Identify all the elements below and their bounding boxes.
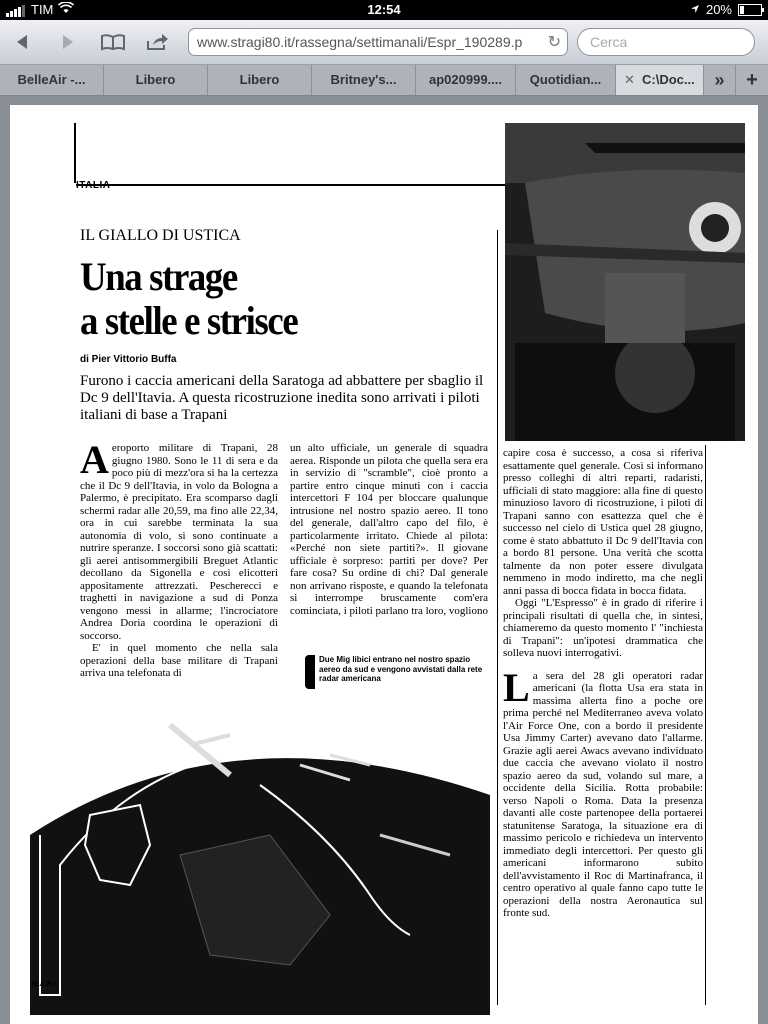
column-rule xyxy=(497,445,498,1005)
tab-libero-1[interactable] xyxy=(104,65,208,95)
column-1-paragraph-2: E' in quel momento che nella sala operazioni della base militare di Trapani arriva una telefonata di xyxy=(80,642,278,679)
forward-arrow-icon xyxy=(58,33,76,51)
tab-ap020999[interactable] xyxy=(416,65,516,95)
tab-label: Britney's... xyxy=(330,72,397,87)
battery-level xyxy=(740,6,744,14)
url-field[interactable] xyxy=(188,28,568,56)
mediterranean-map-illustration xyxy=(30,715,490,1015)
article-byline: di Pier Vittorio Buffa xyxy=(80,354,177,365)
column-1-paragraph-1: eroporto militare di Trapani, 28 giugno 1980. Sono le 11 di sera e da poco più di mezz'ora si ha la certezza che il Dc 9 dell'Itavia, in volo da Bologna a Palermo, è precipitato. Era scomparso dagli schermi radar alle 20,59, ma fino alle 22,34, ora in cui sarebbe terminata la sua autonomia di volo, si sono continuate a nutrire speranze. I soccorsi sono già scattati: gli aerei antisommergibili Breguet Atlantic decollano da Sigonella e così elicotteri appositamente attrezzati. Pescherecci e traghetti in navigazione a sud di Ponza vengono messi in allarme; l'incrociatore Andrea Doria coordina le operazioni di soccorso. xyxy=(80,442,278,642)
search-field[interactable] xyxy=(577,28,755,56)
carrier-label: TIM xyxy=(31,2,54,17)
search-placeholder: Cerca xyxy=(590,34,628,50)
tab-quotidiani[interactable] xyxy=(516,65,616,95)
back-button[interactable] xyxy=(8,29,38,55)
drop-cap: L xyxy=(503,664,530,710)
location-arrow-icon xyxy=(690,2,700,17)
share-icon xyxy=(145,33,169,51)
new-tab-button[interactable] xyxy=(736,65,768,95)
headline-line-1: Una strage xyxy=(80,254,237,299)
section-rule xyxy=(76,184,506,186)
book-icon xyxy=(100,33,126,51)
article-kicker: IL GIALLO DI USTICA xyxy=(80,227,241,244)
column-rule xyxy=(705,445,706,1005)
tab-overflow-button[interactable] xyxy=(704,65,736,95)
map-caption: Due Mig libici entrano nel nostro spazio aereo da sud e vengono avvistati dalla rete radar americana xyxy=(305,655,489,684)
article-headline xyxy=(80,255,466,343)
reload-icon[interactable]: ↻ xyxy=(547,34,561,51)
battery-icon xyxy=(738,4,762,16)
tab-belleair[interactable] xyxy=(0,65,104,95)
back-arrow-icon xyxy=(14,33,32,51)
column-3-paragraph-1: capire cosa è successo, a cosa si riferiva esattamente quel generale. Così si informano presso colleghi di altri reparti, radaristi, ufficiali di stato maggiore: alla fine di questo minuzioso lavoro di ricostruzione, i piloti di Trapani sanno con esattezza quel che è successo nel cielo di Ustica quel 28 giugno, come è stato abbattuto il Dc 9 dell'Itavia con a bordo 81 persone. Una verità che scotta talmente da non poter essere divulgata nemmeno in modo indiretto, ma che negli anni passa di bocca fidata in bocca fidata. xyxy=(503,447,703,597)
tab-label: C:\Doc... xyxy=(642,72,695,87)
bookmarks-button[interactable] xyxy=(98,29,128,55)
tab-label: Libero xyxy=(239,72,280,87)
status-bar xyxy=(0,0,768,20)
clock: 12:54 xyxy=(367,2,401,17)
column-2-paragraph-1: un alto ufficiale, un generale di squadra aerea. Risponde un pilota che quella sera era in servizio di "scramble", cioè pronto a partire entro cinque minuti con i caccia intercettori F 104 per bloccare qualunque intrusione nel nostro spazio aereo. Il tono del generale, dall'altro capo del filo, è particolarmente irritato. Chiede al pilota: «Perché non siete partiti?». Il giovane ufficiale è sorpreso: partiti per dove? Per fare cosa? Su ordine di chi? Dal generale non arrivano risposte, e quando la telefonata si interrompe bruscamente com'era cominciata, i piloti parlano tra loro, vogliono xyxy=(290,442,488,617)
close-tab-icon[interactable]: ✕ xyxy=(624,72,635,87)
tab-label: BelleAir -... xyxy=(17,72,86,87)
drop-cap: A xyxy=(80,437,109,482)
chevron-double-right-icon: » xyxy=(714,70,725,90)
helicopter-photo xyxy=(505,123,745,441)
headline-line-2: a stelle e strisce xyxy=(80,298,298,343)
column-3-paragraph-2: Oggi "L'Espresso" è in grado di riferire i principali risultati di quella che, in sintesi, chiameremo da questo momento l' "inchiesta di Trapani": un'ipotesi drammatica che solleva nuovi interrogativi. xyxy=(503,597,703,659)
tab-active-document[interactable] xyxy=(616,65,704,95)
column-rule xyxy=(74,123,76,183)
article-column-2 xyxy=(290,442,488,617)
article-standfirst: Furono i caccia americani della Saratoga ad abbattere per sbaglio il Dc 9 dell'Itavia. A questa ricostruzione inedita sono arrivati i piloti italiani di base a Trapani xyxy=(80,373,484,423)
battery-percent: 20% xyxy=(705,2,732,17)
share-button[interactable] xyxy=(142,29,172,55)
plus-icon: + xyxy=(746,69,758,91)
url-text: www.stragi80.it/rassegna/settimanali/Espr_190289.p xyxy=(197,34,523,50)
forward-button[interactable] xyxy=(52,29,82,55)
tab-label: Quotidian... xyxy=(529,72,602,87)
article-column-1 xyxy=(80,437,278,680)
scanned-article-page xyxy=(10,105,758,1024)
browser-toolbar xyxy=(0,20,768,65)
tab-britney[interactable] xyxy=(312,65,416,95)
tab-label: Libero xyxy=(135,72,176,87)
tab-label: ap020999.... xyxy=(429,72,502,87)
tab-bar xyxy=(0,65,768,96)
section-label: ITALIA xyxy=(76,180,111,191)
map-credit: M.A.R.I. xyxy=(32,981,58,988)
article-column-3 xyxy=(503,447,703,920)
tab-libero-2[interactable] xyxy=(208,65,312,95)
column-3-paragraph-3: a sera del 28 gli operatori radar americani (la flotta Usa era stata in massima allerta fino a poche ore prima perché nel Mediterraneo aveva volato l'Air Force One, con a bordo il presidente Usa Jimmy Carter) avevano dato l'allarme. Grazie agli aerei Awacs avevano individuato due caccia che avevano violato il nostro spazio aereo da sud, volando sul mare, a occidente della Sicilia. Rotta probabile: verso Napoli o Roma. Data la presenza davanti alle coste partenopee della portaerei statunitense Saratoga, la situazione era di massimo pericolo e richiedeva un intervento immediato degli intercettori. Per questo gli americani informarono subito dell'avvistamento il Roc di Martinafranca, il centro operativo al quale fanno capo tutte le operazioni della nostra Aeronautica sul fronte sud. xyxy=(503,669,703,919)
